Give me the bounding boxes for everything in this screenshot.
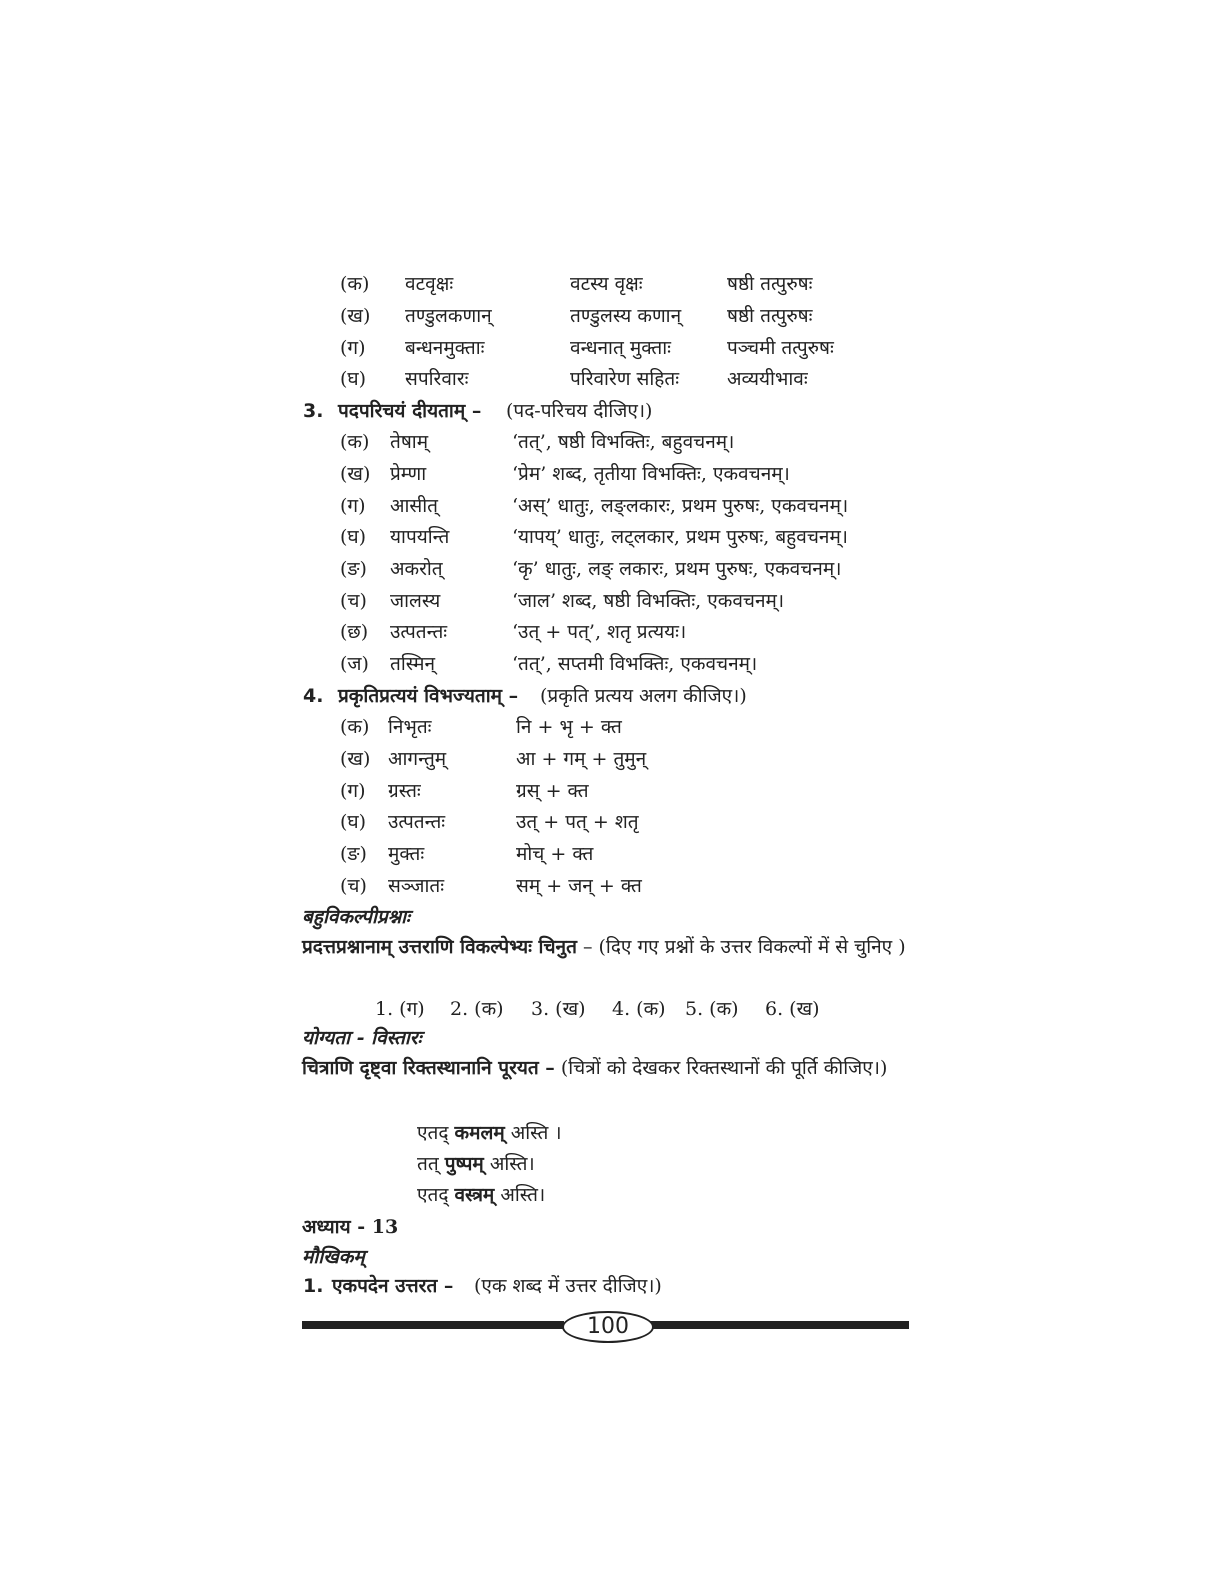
yogyata-instruction — [302, 1052, 909, 1084]
sentence-answer: पुष्पम् — [444, 1153, 484, 1175]
samas-word: वटवृक्षः — [405, 273, 454, 295]
samas-word: तण्डुलकणान् — [405, 305, 492, 327]
prakriti-word: मुक्तः — [388, 843, 425, 865]
yogyata-sentence — [417, 1150, 535, 1178]
prakriti-parts: नि + भृ + क्त — [516, 716, 622, 738]
pada-desc: ‘कृ’ धातुः, लङ् लकारः, प्रथम पुरुषः, एकवचनम्। — [512, 558, 842, 580]
mcq-answer: 4. (क) — [612, 998, 666, 1020]
pada-desc: ‘तत्’, षष्ठी विभक्तिः, बहुवचनम्। — [512, 431, 735, 453]
sentence-pre: तत् — [417, 1153, 439, 1175]
chapter-q1-subtitle: (एक शब्द में उत्तर दीजिए।) — [474, 1275, 662, 1297]
mcq-answer: 1. (ग) — [375, 998, 425, 1020]
row-label: (ग) — [340, 495, 366, 517]
row-label: (च) — [340, 590, 367, 612]
mcq-heading: बहुविकल्पीप्रश्नाः — [302, 906, 410, 928]
row-label: (घ) — [340, 811, 367, 833]
sentence-pre: एतद् — [417, 1184, 449, 1206]
row-label: (ङ) — [340, 558, 367, 580]
mcq-answer: 5. (क) — [685, 998, 739, 1020]
row-label: (छ) — [340, 621, 369, 643]
pada-word: उत्पतन्तः — [390, 621, 448, 643]
prakriti-word: ग्रस्तः — [388, 780, 421, 802]
row-label: (क) — [340, 716, 370, 738]
prakriti-word: सञ्जातः — [388, 875, 445, 897]
page-number: 100 — [562, 1311, 654, 1343]
mcq-answer: 2. (क) — [450, 998, 504, 1020]
yogyata-sentence — [417, 1181, 545, 1209]
samas-type: पञ्चमी तत्पुरुषः — [727, 337, 834, 359]
pada-desc: ‘जाल’ शब्द, षष्ठी विभक्तिः, एकवचनम्। — [512, 590, 785, 612]
sentence-answer: कमलम् — [454, 1122, 505, 1144]
pada-word: प्रेम्णा — [390, 463, 427, 485]
row-label: (ख) — [340, 463, 371, 485]
samas-word: बन्धनमुक्ताः — [405, 337, 485, 359]
samas-vigraha: वटस्य वृक्षः — [570, 273, 643, 295]
pada-desc: ‘तत्’, सप्तमी विभक्तिः, एकवचनम्। — [512, 653, 758, 675]
q4-number: 4. — [303, 685, 324, 707]
row-label: (घ) — [340, 526, 367, 548]
mcq-answer: 3. (ख) — [531, 998, 586, 1020]
prakriti-parts: सम् + जन् + क्त — [516, 875, 642, 897]
q3-title: पदपरिचयं दीयताम् – — [338, 400, 482, 422]
chapter-title: अध्याय - 13 — [302, 1216, 399, 1238]
mcq-instruction-bold: प्रदत्तप्रश्नानाम् उत्तराणि विकल्पेभ्यः चिनुत — [302, 936, 577, 958]
pada-desc: ‘यापय्’ धातुः, लट्लकार, प्रथम पुरुषः, बहुवचनम्। — [512, 526, 849, 548]
pada-word: आसीत् — [390, 495, 439, 517]
q4-subtitle: (प्रकृति प्रत्यय अलग कीजिए।) — [540, 685, 747, 707]
prakriti-word: निभृतः — [388, 716, 432, 738]
footer-rule-right — [648, 1321, 909, 1329]
pada-desc: ‘प्रेम’ शब्द, तृतीया विभक्तिः, एकवचनम्। — [512, 463, 790, 485]
mcq-instruction — [302, 931, 909, 963]
sentence-pre: एतद् — [417, 1122, 449, 1144]
q3-subtitle: (पद-परिचय दीजिए।) — [506, 400, 653, 422]
prakriti-parts: उत् + पत् + शतृ — [516, 811, 639, 833]
pada-word: तेषाम् — [390, 431, 429, 453]
yogyata-instruction-rest: (चित्रों को देखकर रिक्तस्थानों की पूर्ति कीजिए।) — [554, 1057, 888, 1079]
mcq-instruction-rest: – (दिए गए प्रश्नों के उत्तर विकल्पों में से चुनिए ) — [576, 936, 906, 958]
samas-type: षष्ठी तत्पुरुषः — [727, 305, 813, 327]
samas-vigraha: तण्डुलस्य कणान् — [570, 305, 682, 327]
row-label: (घ) — [340, 368, 367, 390]
sentence-post: अस्ति । — [510, 1122, 562, 1144]
yogyata-heading: योग्यता - विस्तारः — [302, 1027, 422, 1049]
samas-vigraha: वन्धनात् मुक्ताः — [570, 337, 671, 359]
row-label: (क) — [340, 431, 370, 453]
samas-type: अव्ययीभावः — [727, 368, 808, 390]
prakriti-word: आगन्तुम् — [388, 748, 447, 770]
chapter-section: मौखिकम् — [302, 1246, 365, 1268]
row-label: (ख) — [340, 305, 371, 327]
row-label: (च) — [340, 875, 367, 897]
pada-word: तस्मिन् — [390, 653, 436, 675]
chapter-q1-title: एकपदेन उत्तरत – — [332, 1275, 454, 1297]
samas-word: सपरिवारः — [405, 368, 469, 390]
pada-word: अकरोत् — [390, 558, 443, 580]
row-label: (ख) — [340, 748, 371, 770]
chapter-q1-number: 1. — [303, 1275, 324, 1297]
prakriti-parts: आ + गम् + तुमुन् — [516, 748, 647, 770]
footer-rule-left — [302, 1321, 564, 1329]
sentence-answer: वस्त्रम् — [454, 1184, 495, 1206]
pada-word: जालस्य — [390, 590, 441, 612]
sentence-post: अस्ति। — [500, 1184, 546, 1206]
row-label: (ज) — [340, 653, 369, 675]
row-label: (ग) — [340, 337, 366, 359]
q4-title: प्रकृतिप्रत्ययं विभज्यताम् – — [338, 685, 519, 707]
prakriti-word: उत्पतन्तः — [388, 811, 446, 833]
yogyata-sentence — [417, 1119, 562, 1147]
samas-type: षष्ठी तत्पुरुषः — [727, 273, 813, 295]
prakriti-parts: ग्रस् + क्त — [516, 780, 589, 802]
yogyata-instruction-bold: चित्राणि दृष्ट्वा रिक्तस्थानानि पूरयत – — [302, 1057, 555, 1079]
row-label: (ग) — [340, 780, 366, 802]
pada-desc: ‘उत् + पत्’, शतृ प्रत्ययः। — [512, 621, 687, 643]
mcq-answer: 6. (ख) — [765, 998, 820, 1020]
prakriti-parts: मोच् + क्त — [516, 843, 594, 865]
pada-desc: ‘अस्’ धातुः, लङ्लकारः, प्रथम पुरुषः, एकवचनम्। — [512, 495, 849, 517]
pada-word: यापयन्ति — [390, 526, 450, 548]
sentence-post: अस्ति। — [489, 1153, 535, 1175]
row-label: (क) — [340, 273, 370, 295]
row-label: (ङ) — [340, 843, 367, 865]
q3-number: 3. — [303, 400, 324, 422]
samas-vigraha: परिवारेण सहितः — [570, 368, 680, 390]
